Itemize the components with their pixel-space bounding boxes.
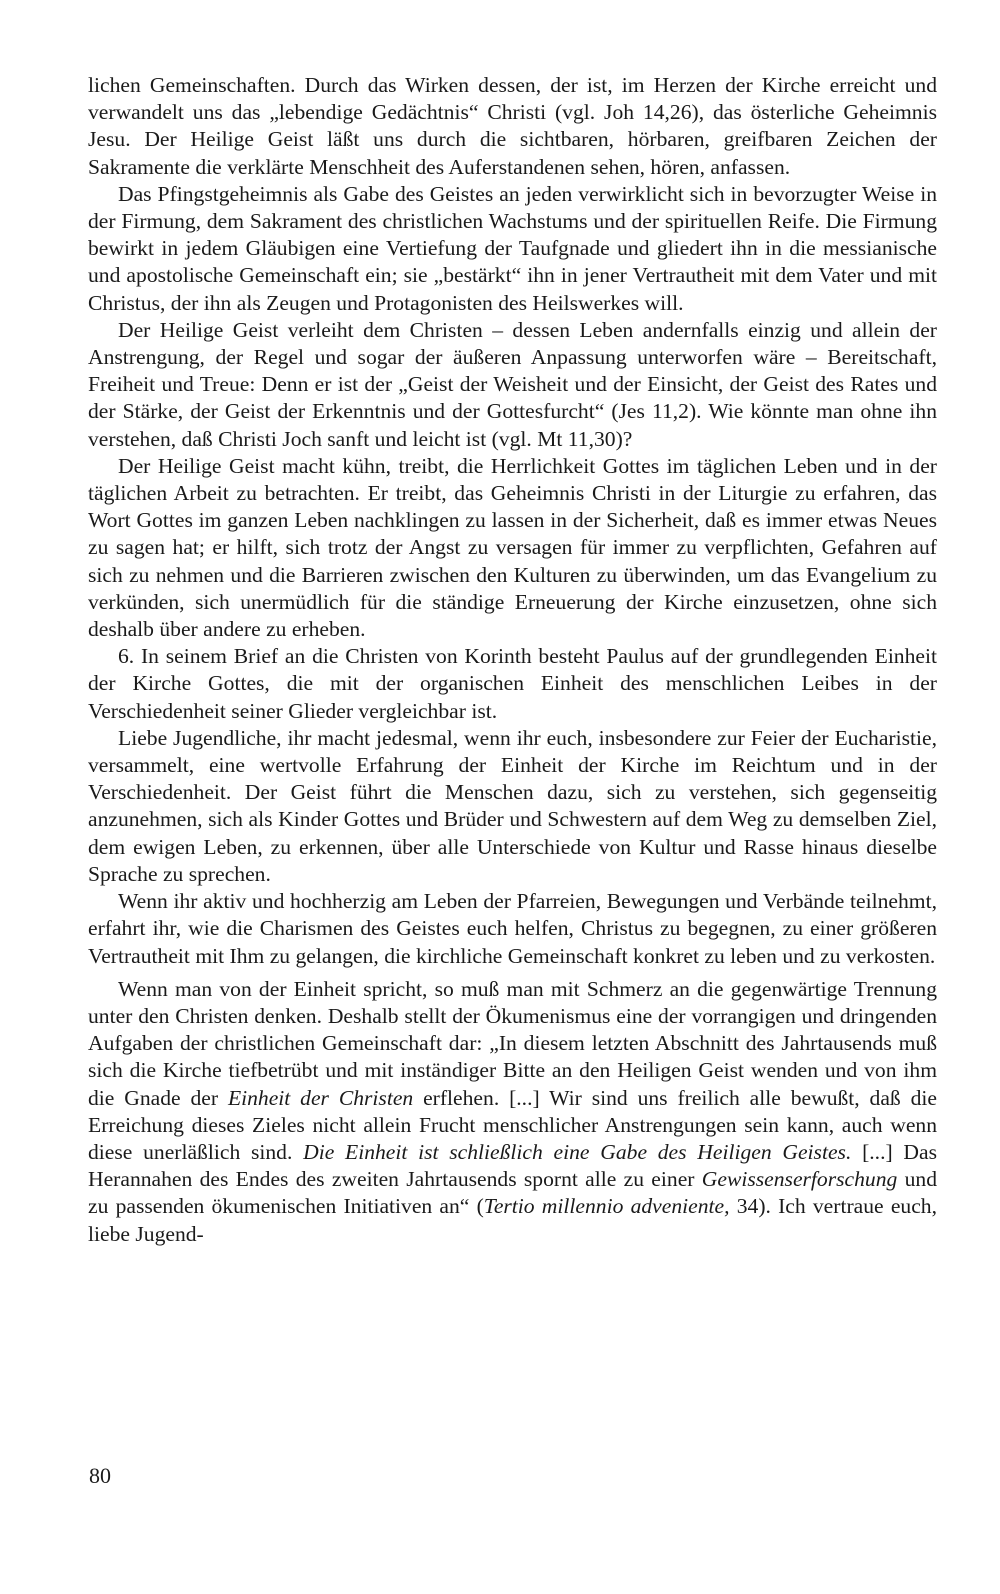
paragraph-eucharist-unity: Liebe Jugendliche, ihr macht jedesmal, wenn ihr euch, insbesondere zur Feier der Eucharistie, versammelt, eine wertvolle Erfahrung der Einheit der Kirche im Reichtum und in der Verschiedenheit. Der Geist führt die Menschen dazu, sich zu verstehen, sich gegenseitig anzunehmen, sich als Kinder Gottes und Brüder und Schwestern auf dem Weg zu demselben Ziel, dem ewigen Leben, zu erkennen, über alle Unterschiede von Kultur und Rasse hinaus dieselbe Sprache zu sprechen.: [88, 725, 937, 886]
ecumenism-text-1: Wenn man von der Einheit spricht, so muß man mit Schmerz an die gegenwärtige Trennung unter den Christen denken. Deshalb stellt der Ökumenismus eine der vorrangigen und dringenden Aufgaben der christlichen Gemeinschaft dar: „In diesem letzten Abschnitt des Jahrtausends muß sich die Kirche tiefbetrübt und mit inständiger Bitte an den Heiligen Geist wenden und von ihm die Gnade der: [88, 976, 937, 1110]
ecumenism-italic-3: Gewissenserforschung: [701, 1167, 898, 1192]
page-number: 80: [89, 1463, 111, 1488]
paragraph-parishes: Wenn ihr aktiv und hochherzig am Leben der Pfarreien, Bewegungen und Verbände teilnehmt, erfahrt ihr, wie die Charismen des Geistes euch helfen, Christus zu begegnen, zu einer größeren Vertrautheit mit Ihm zu gelangen, die kirchliche Gemeinschaft konkret zu leben und zu verkosten.: [88, 889, 937, 968]
ecumenism-text-3: [...] Das Herannahen des Endes des zweiten Jahrtausends spornt alle zu einer: [88, 1139, 937, 1192]
paragraph-holy-spirit-courage: Der Heilige Geist macht kühn, treibt, die Herrlichkeit Gottes im täglichen Leben und in der täglichen Arbeit zu betrachten. Er treibt, das Geheimnis Christi in der Liturgie zu erfahren, das Wort Gottes im ganzen Leben nachklingen zu lassen in der Sicherheit, daß es immer etwas Neues zu sagen hat; er hilft, sich trotz der Angst zu versagen für immer zu verpflichten, Gefahren auf sich zu nehmen und die Barrieren zwischen den Kulturen zu überwinden, um das Evangelium zu verkünden, sich unermüdlich für die ständige Erneuerung der Kirche einzusetzen, ohne sich deshalb über andere zu erheben.: [88, 453, 937, 642]
ecumenism-italic-1: Einheit der Christen: [227, 1085, 414, 1110]
paragraph-continuation: lichen Gemeinschaften. Durch das Wirken dessen, der ist, im Herzen der Kirche erreicht und verwandelt uns das „lebendige Gedächtnis“ Christi (vgl. Joh 14,26), das österliche Geheimnis Jesu. Der Heilige Geist läßt uns durch die sichtbaren, hörbaren, greifbaren Zeichen der Sakramente die verklärte Menschheit des Auferstandenen sehen, hören, anfassen.: [88, 73, 937, 179]
paragraph-pentecost: Das Pfingstgeheimnis als Gabe des Geistes an jeden verwirklicht sich in bevorzugter Weise in der Firmung, dem Sakrament des christlichen Wachstums und der spirituellen Reife. Die Firmung bewirkt in jedem Gläubigen eine Vertiefung der Taufgnade und gliedert ihn in die messianische und apostolische Gemeinschaft ein; sie „bestärkt“ ihn in jener Vertrautheit mit dem Vater und mit Christus, der ihn als Zeugen und Protagonisten des Heilswerkes will.: [88, 181, 937, 315]
ecumenism-text-2: erflehen. [...] Wir sind uns freilich alle bewußt, daß die Erreichung dieses Zieles nicht allein Frucht menschlicher Anstrengungen sein kann, auch wenn diese unerläßlich sind.: [88, 1085, 937, 1164]
ecumenism-italic-4: Tertio millennio adveniente,: [483, 1194, 730, 1219]
ecumenism-text-4: und zu passenden ökumenischen Initiativen an“ (: [88, 1167, 937, 1219]
document-page: [88, 72, 937, 1248]
paragraph-holy-spirit-gifts: Der Heilige Geist verleiht dem Christen – dessen Leben andernfalls einzig und allein der Anstrengung, der Regel und sogar der äußeren Anpassung unterworfen wäre – Bereitschaft, Freiheit und Treue: Denn er ist der „Geist der Weisheit und der Einsicht, der Geist des Rates und der Stärke, der Geist der Erkenntnis und der Gottesfurcht“ (Jes 11,2). Wie könnte man ohne ihn verstehen, daß Christi Joch sanft und leicht ist (vgl. Mt 11,30)?: [88, 317, 937, 451]
ecumenism-italic-2: Die Einheit ist schließlich eine Gabe des Heiligen Geistes.: [303, 1139, 852, 1164]
ecumenism-text-5: 34). Ich vertraue euch, liebe Jugend-: [88, 1194, 937, 1246]
paragraph-ecumenism: [88, 976, 937, 1248]
paragraph-section-6: 6. In seinem Brief an die Christen von Korinth besteht Paulus auf der grundlegenden Einheit der Kirche Gottes, die mit der organischen Einheit des menschlichen Leibes in der Verschiedenheit seiner Glieder vergleichbar ist.: [88, 644, 937, 723]
